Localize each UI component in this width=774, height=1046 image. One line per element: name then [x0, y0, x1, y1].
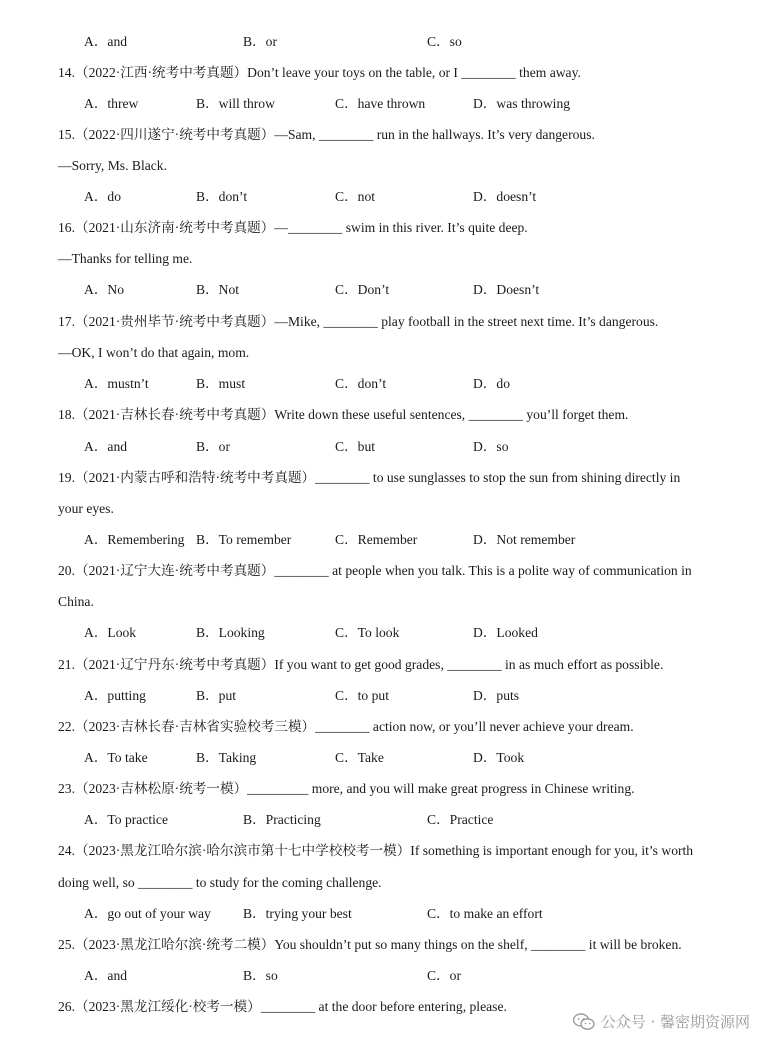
watermark [573, 1011, 750, 1032]
question-line: —Thanks for telling me. [58, 251, 193, 266]
question-line: 26.（2023·黑龙江绥化·校考一模）________ at the door before entering, please. [58, 999, 507, 1014]
question-line: your eyes. [58, 501, 114, 516]
question-line: 24.（2023·黑龙江哈尔滨·哈尔滨市第十七中学校校考一模）If something is important enough for you, it’s worth [58, 843, 694, 858]
answer-option: B．Not [196, 282, 240, 297]
question-line: 14.（2022·江西·统考中考真题）Don’t leave your toys on the table, or I ________ them away. [58, 65, 581, 80]
question-line: 19.（2021·内蒙古呼和浩特·统考中考真题）________ to use sunglasses to stop the sun from shining directly in [58, 470, 681, 485]
answer-option: C．to put [335, 688, 390, 703]
answer-option: C．Don’t [335, 282, 390, 297]
answer-option: D．puts [473, 688, 520, 703]
question-line: 17.（2021·贵州毕节·统考中考真题）—Mike, ________ play football in the street next time. It’s dangerous. [58, 314, 659, 329]
answer-option: B．put [196, 688, 237, 703]
answer-option: D．Doesn’t [473, 282, 540, 297]
answer-option: B．or [243, 34, 277, 49]
answer-option: A．and [84, 439, 128, 454]
answer-option: A．No [84, 282, 125, 297]
answer-option: D．Not remember [473, 532, 576, 547]
answer-option: A．do [84, 189, 122, 204]
answer-option: C．Take [335, 750, 384, 765]
answer-option: A．and [84, 34, 128, 49]
answer-option: B．Looking [196, 625, 265, 640]
answer-option: C．don’t [335, 376, 387, 391]
answer-option: C．have thrown [335, 96, 426, 111]
answer-option: C．or [427, 968, 461, 983]
wechat-icon [573, 1013, 595, 1031]
question-line: 16.（2021·山东济南·统考中考真题）—________ swim in this river. It’s quite deep. [58, 220, 528, 235]
question-line: 18.（2021·吉林长春·统考中考真题）Write down these useful sentences, ________ you’ll forget them. [58, 407, 629, 422]
answer-option: C．to make an effort [427, 906, 543, 921]
answer-option: C．Remember [335, 532, 418, 547]
answer-option: A．putting [84, 688, 146, 703]
answer-option: A．To take [84, 750, 148, 765]
answer-option: B．must [196, 376, 246, 391]
watermark-text: 公众号 · 馨密期资源网 [600, 1013, 750, 1031]
answer-option: C．but [335, 439, 376, 454]
answer-option: D．was throwing [473, 96, 571, 111]
answer-option: A．Remembering [84, 532, 185, 547]
question-line: doing well, so ________ to study for the coming challenge. [58, 875, 382, 890]
answer-option: B．or [196, 439, 230, 454]
question-line: —Sorry, Ms. Black. [58, 158, 167, 173]
answer-option: C．Practice [427, 812, 494, 827]
question-line: China. [58, 594, 94, 609]
question-line: 22.（2023·吉林长春·吉林省实验校考三模）________ action now, or you’ll never achieve your dream. [58, 719, 634, 734]
answer-option: C．not [335, 189, 376, 204]
question-line: 23.（2023·吉林松原·统考一模）_________ more, and you will make great progress in Chinese writing. [58, 781, 635, 796]
question-line: 21.（2021·辽宁丹东·统考中考真题）If you want to get good grades, ________ in as much effort as possible. [58, 657, 664, 672]
answer-option: A．threw [84, 96, 139, 111]
answer-option: A．and [84, 968, 128, 983]
question-line: 20.（2021·辽宁大连·统考中考真题）________ at people when you talk. This is a polite way of communication in [58, 563, 692, 578]
answer-option: A．To practice [84, 812, 168, 827]
question-line: —OK, I won’t do that again, mom. [58, 345, 250, 360]
answer-option: B．will throw [196, 96, 275, 111]
answer-option: A．mustn’t [84, 376, 149, 391]
question-line: 15.（2022·四川遂宁·统考中考真题）—Sam, ________ run in the hallways. It’s very dangerous. [58, 127, 595, 142]
answer-option: D．so [473, 439, 509, 454]
answer-option: B．Taking [196, 750, 257, 765]
answer-option: C．so [427, 34, 462, 49]
answer-option: A．Look [84, 625, 137, 640]
answer-option: B．don’t [196, 189, 248, 204]
answer-option: C．To look [335, 625, 400, 640]
answer-option: B．Practicing [243, 812, 321, 827]
answer-option: D．Took [473, 750, 525, 765]
answer-option: D．Looked [473, 625, 538, 640]
answer-option: B．To remember [196, 532, 292, 547]
answer-option: B．trying your best [243, 906, 352, 921]
answer-option: D．do [473, 376, 511, 391]
answer-option: D．doesn’t [473, 189, 537, 204]
answer-option: B．so [243, 968, 278, 983]
question-line: 25.（2023·黑龙江哈尔滨·统考二模）You shouldn’t put so many things on the shelf, ________ it will be broken. [58, 937, 682, 952]
answer-option: A．go out of your way [84, 906, 211, 921]
